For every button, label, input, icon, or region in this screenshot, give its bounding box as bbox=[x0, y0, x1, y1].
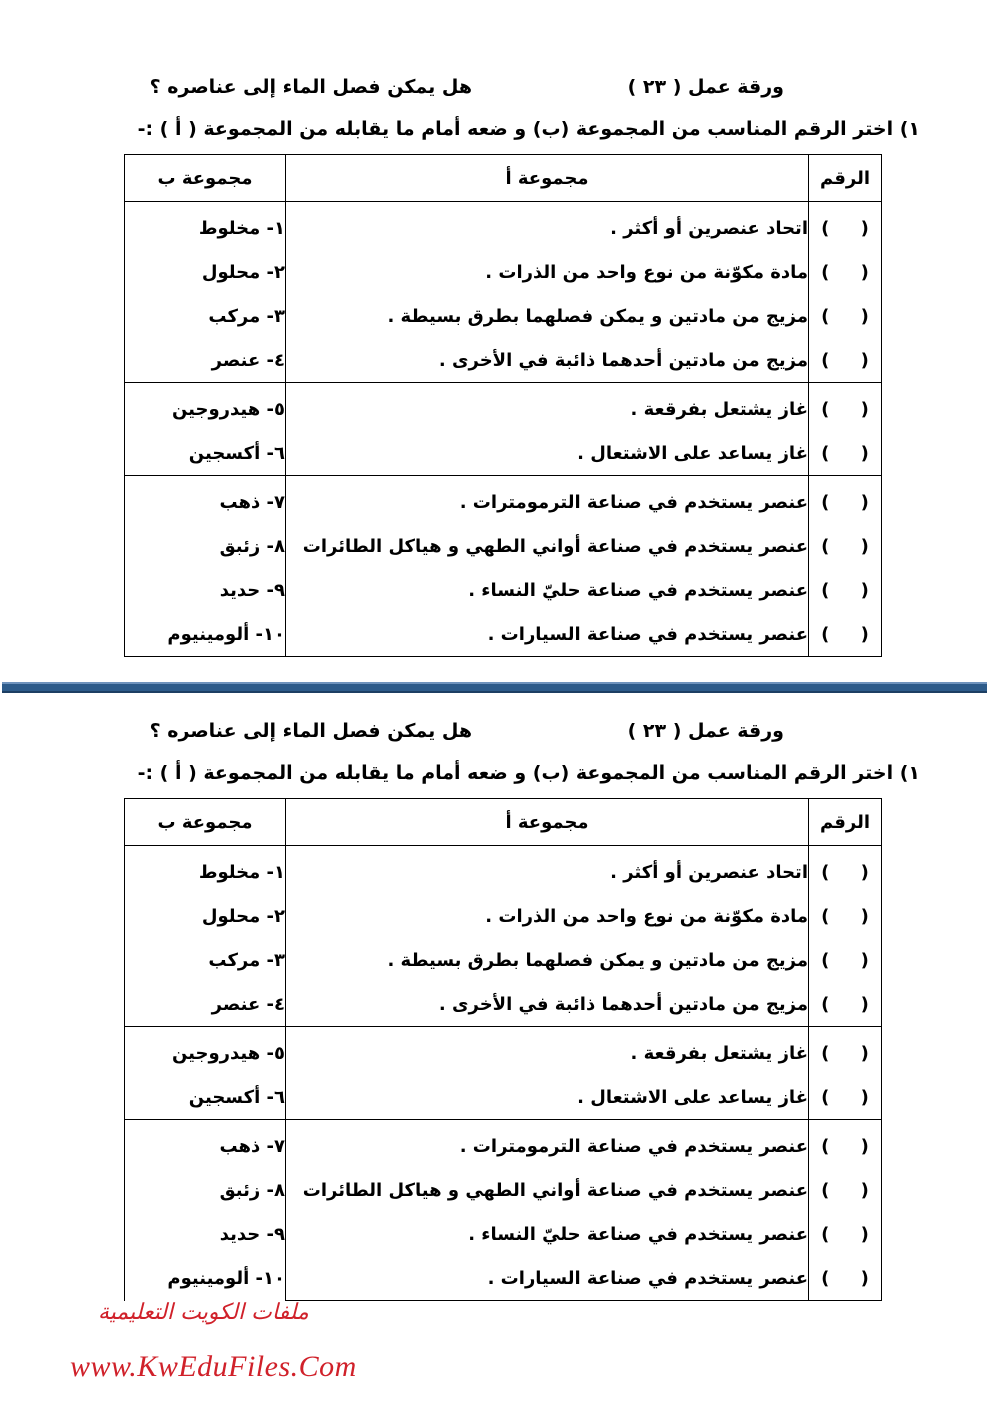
group-b-item: ١- مخلوط bbox=[125, 846, 286, 895]
answer-blank[interactable]: ( ) bbox=[809, 846, 882, 895]
group-b-item: ٧- ذهب bbox=[125, 1120, 286, 1169]
group-a-item: عنصر يستخدم في صناعة السيارات . bbox=[286, 1256, 809, 1301]
header-group-b: مجموعة ب bbox=[125, 799, 286, 846]
table-row bbox=[125, 383, 882, 432]
group-b-item: ٣- مركب bbox=[125, 938, 286, 982]
group-b-item: ٦- أكسجين bbox=[125, 431, 286, 476]
group-a-item: مزيج من مادتين أحدهما ذائبة في الأخرى . bbox=[286, 982, 809, 1027]
answer-blank[interactable]: ( ) bbox=[809, 524, 882, 568]
table-row bbox=[125, 568, 882, 612]
group-a-item: مزيج من مادتين أحدهما ذائبة في الأخرى . bbox=[286, 338, 809, 383]
worksheet-top bbox=[0, 68, 992, 645]
table-row bbox=[125, 476, 882, 525]
group-a-item: عنصر يستخدم في صناعة السيارات . bbox=[286, 612, 809, 657]
answer-blank[interactable]: ( ) bbox=[809, 250, 882, 294]
answer-blank[interactable]: ( ) bbox=[809, 894, 882, 938]
header-group-b: مجموعة ب bbox=[125, 155, 286, 202]
instruction-text: ١) اختر الرقم المناسب من المجموعة (ب) و ضعه أمام ما يقابله من المجموعة ( أ ) :- bbox=[137, 762, 920, 784]
instruction-text: ١) اختر الرقم المناسب من المجموعة (ب) و ضعه أمام ما يقابله من المجموعة ( أ ) :- bbox=[137, 118, 920, 140]
answer-blank[interactable]: ( ) bbox=[809, 1256, 882, 1301]
group-b-item: ٢- محلول bbox=[125, 894, 286, 938]
table-row bbox=[125, 894, 882, 938]
table-row bbox=[125, 612, 882, 657]
table-row bbox=[125, 294, 882, 338]
group-a-item: غاز يساعد على الاشتعال . bbox=[286, 1075, 809, 1120]
table-row bbox=[125, 846, 882, 895]
group-a-item: عنصر يستخدم في صناعة الترمومترات . bbox=[286, 476, 809, 525]
table-row bbox=[125, 1120, 882, 1169]
group-a-item: مادة مكوّنة من نوع واحد من الذرات . bbox=[286, 250, 809, 294]
table-row bbox=[125, 1027, 882, 1076]
answer-blank[interactable]: ( ) bbox=[809, 338, 882, 383]
answer-blank[interactable]: ( ) bbox=[809, 383, 882, 432]
group-a-item: عنصر يستخدم في صناعة أواني الطهي و هياكل الطائرات bbox=[286, 524, 809, 568]
answer-blank[interactable]: ( ) bbox=[809, 1027, 882, 1076]
header-group-a: مجموعة أ bbox=[286, 155, 809, 202]
group-a-item: غاز يشتعل بفرقعة . bbox=[286, 383, 809, 432]
answer-blank[interactable]: ( ) bbox=[809, 1168, 882, 1212]
table-row bbox=[125, 1075, 882, 1120]
group-a-item: اتحاد عنصرين أو أكثر . bbox=[286, 202, 809, 251]
answer-blank[interactable]: ( ) bbox=[809, 568, 882, 612]
group-b-item: ١- مخلوط bbox=[125, 202, 286, 251]
group-a-item: غاز يساعد على الاشتعال . bbox=[286, 431, 809, 476]
group-b-item: ٤- عنصر bbox=[125, 338, 286, 383]
answer-blank[interactable]: ( ) bbox=[809, 202, 882, 251]
group-a-item: اتحاد عنصرين أو أكثر . bbox=[286, 846, 809, 895]
worksheet-title: ورقة عمل ( ٢٣ ) bbox=[627, 76, 784, 98]
header-number: الرقم bbox=[809, 155, 882, 202]
group-b-item: ٥- هيدروجين bbox=[125, 383, 286, 432]
group-b-item: ٢- محلول bbox=[125, 250, 286, 294]
worksheet-bottom bbox=[0, 712, 992, 1289]
section-divider bbox=[2, 682, 987, 693]
group-a-item: مزيج من مادتين و يمكن فصلهما بطرق بسيطة . bbox=[286, 938, 809, 982]
worksheet-question: هل يمكن فصل الماء إلى عناصره ؟ bbox=[149, 76, 472, 98]
answer-blank[interactable]: ( ) bbox=[809, 294, 882, 338]
table-row bbox=[125, 250, 882, 294]
group-a-item: غاز يشتعل بفرقعة . bbox=[286, 1027, 809, 1076]
table-row bbox=[125, 431, 882, 476]
answer-blank[interactable]: ( ) bbox=[809, 1212, 882, 1256]
matching-table bbox=[124, 798, 882, 1301]
group-b-item: ٧- ذهب bbox=[125, 476, 286, 525]
header-number: الرقم bbox=[809, 799, 882, 846]
group-b-item: ٨- زئبق bbox=[125, 524, 286, 568]
worksheet-question: هل يمكن فصل الماء إلى عناصره ؟ bbox=[149, 720, 472, 742]
group-b-item: ١٠- ألومينيوم bbox=[125, 612, 286, 657]
watermark-url[interactable]: www.KwEduFiles.Com bbox=[70, 1350, 357, 1383]
table-header-row bbox=[125, 155, 882, 202]
answer-blank[interactable]: ( ) bbox=[809, 476, 882, 525]
table-row bbox=[125, 1256, 882, 1301]
answer-blank[interactable]: ( ) bbox=[809, 612, 882, 657]
group-a-item: عنصر يستخدم في صناعة حليّ النساء . bbox=[286, 568, 809, 612]
answer-blank[interactable]: ( ) bbox=[809, 938, 882, 982]
table-row bbox=[125, 1212, 882, 1256]
answer-blank[interactable]: ( ) bbox=[809, 982, 882, 1027]
answer-blank[interactable]: ( ) bbox=[809, 1120, 882, 1169]
table-row bbox=[125, 1168, 882, 1212]
group-a-item: عنصر يستخدم في صناعة حليّ النساء . bbox=[286, 1212, 809, 1256]
watermark-arabic: ملفات الكويت التعليمية bbox=[98, 1300, 309, 1325]
header-group-a: مجموعة أ bbox=[286, 799, 809, 846]
group-a-item: عنصر يستخدم في صناعة الترمومترات . bbox=[286, 1120, 809, 1169]
table-row bbox=[125, 338, 882, 383]
group-b-item: ٥- هيدروجين bbox=[125, 1027, 286, 1076]
answer-blank[interactable]: ( ) bbox=[809, 1075, 882, 1120]
group-b-item: ٦- أكسجين bbox=[125, 1075, 286, 1120]
matching-table bbox=[124, 154, 882, 657]
table-row bbox=[125, 202, 882, 251]
group-b-item: ٤- عنصر bbox=[125, 982, 286, 1027]
group-a-item: مادة مكوّنة من نوع واحد من الذرات . bbox=[286, 894, 809, 938]
group-b-item: ١٠- ألومينيوم bbox=[125, 1256, 286, 1301]
worksheet-title: ورقة عمل ( ٢٣ ) bbox=[627, 720, 784, 742]
worksheet-header bbox=[0, 712, 992, 752]
group-b-item: ٨- زئبق bbox=[125, 1168, 286, 1212]
table-header-row bbox=[125, 799, 882, 846]
table-row bbox=[125, 938, 882, 982]
answer-blank[interactable]: ( ) bbox=[809, 431, 882, 476]
group-b-item: ٩- حديد bbox=[125, 1212, 286, 1256]
group-a-item: عنصر يستخدم في صناعة أواني الطهي و هياكل الطائرات bbox=[286, 1168, 809, 1212]
group-b-item: ٣- مركب bbox=[125, 294, 286, 338]
group-b-item: ٩- حديد bbox=[125, 568, 286, 612]
table-row bbox=[125, 982, 882, 1027]
table-row bbox=[125, 524, 882, 568]
worksheet-header bbox=[0, 68, 992, 108]
group-a-item: مزيج من مادتين و يمكن فصلهما بطرق بسيطة . bbox=[286, 294, 809, 338]
